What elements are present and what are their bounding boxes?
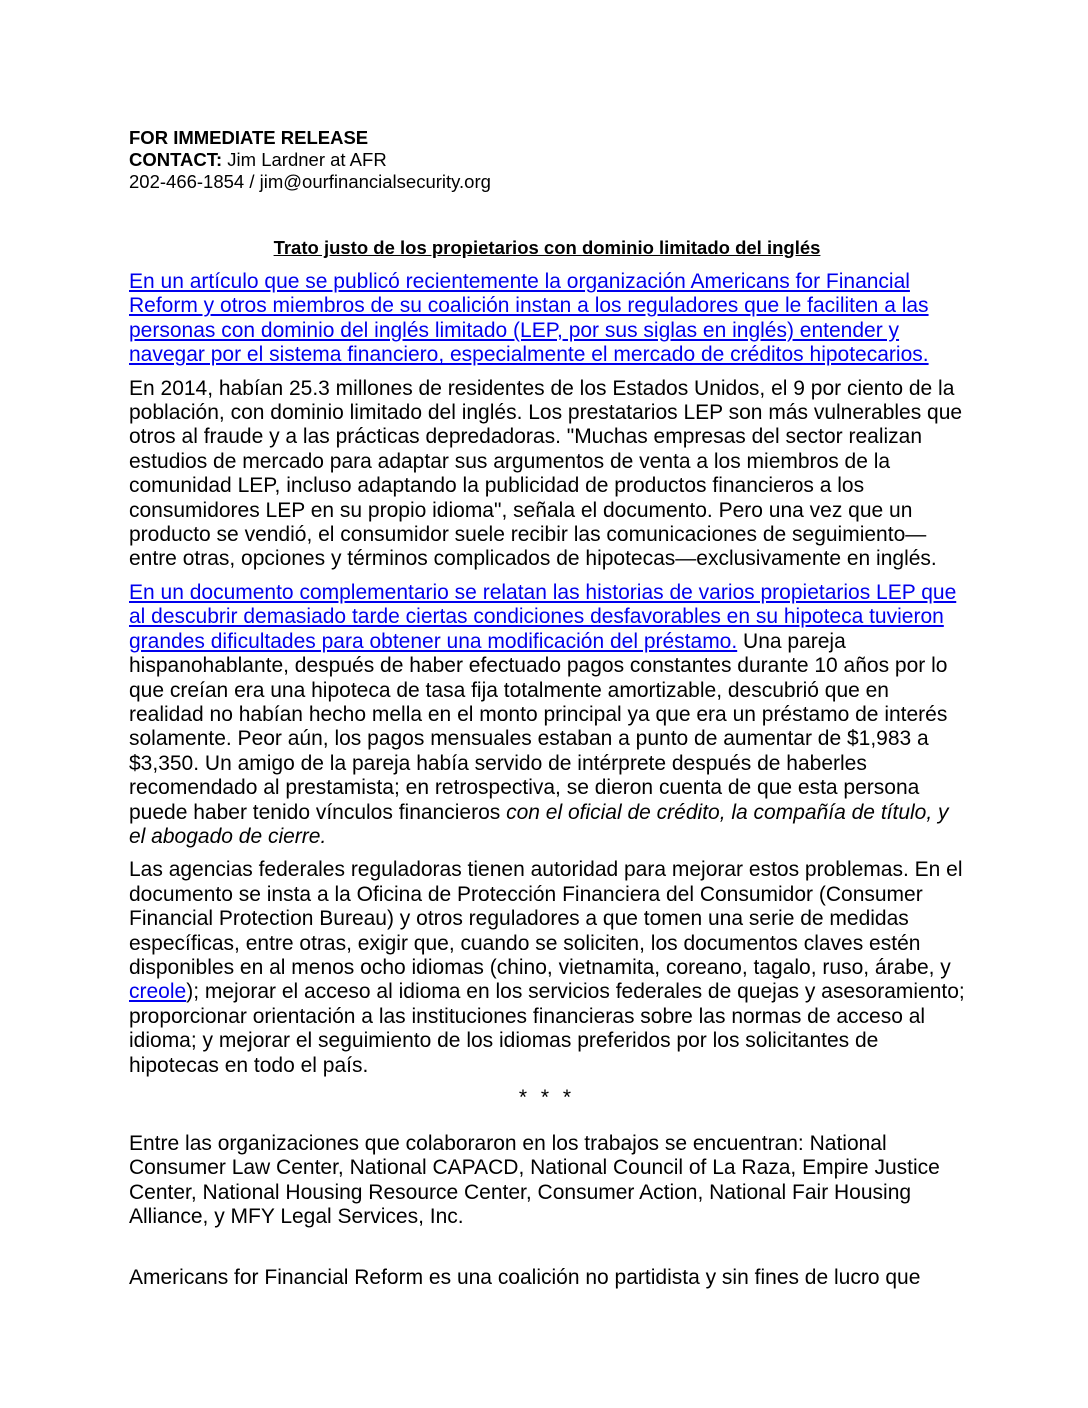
- paragraph-3-text: Una pareja hispanohablante, después de haber efectuado pagos constantes durante 10 años por lo que creían era una hipoteca de tasa fija totalmente amortizable, descubrió que en realidad no habían hecho mella en el monto principal ya que era un préstamo de interés solamente. Peor aún, los pagos mensuales estaban a punto de aumentar de $1,983 a $3,350. Un amigo de la pareja había servido de intérprete después de haberles recomendado al prestamista; en retrospectiva, se dieron cuenta de que esta persona puede haber tenido vínculos financieros: [129, 629, 948, 824]
- document-title: Trato justo de los propietarios con dominio limitado del inglés: [273, 237, 821, 258]
- creole-link[interactable]: creole: [129, 980, 187, 1004]
- paragraph-6: Americans for Financial Reform es una coalición no partidista y sin fines de lucro que: [129, 1265, 921, 1289]
- contact-name: Jim Lardner at AFR: [222, 149, 387, 170]
- document-page: [129, 127, 965, 1290]
- paragraph-4: [129, 858, 965, 1078]
- paragraph-4-text-before: Las agencias federales reguladoras tienen autoridad para mejorar estos problemas. En el documento se insta a la Oficina de Protección Financiera del Consumidor (Consumer Financial Protection Bureau) y otros reguladores a que tomen una serie de medidas específicas, entre otras, exigir que, cuando se soliciten, los documentos claves estén disponibles en al menos ocho idiomas (chino, vietnamita, coreano, tagalo, ruso, árabe, y: [129, 858, 963, 979]
- paragraph-1: [129, 270, 965, 368]
- section-separator: * * *: [518, 1086, 576, 1109]
- paragraph-3-italic: con el oficial de crédito, la compañía de título, y el abogado de cierre.: [129, 800, 949, 848]
- contact-details: 202-466-1854 / jim@ourfinancialsecurity.org: [129, 171, 491, 192]
- paragraph-3: [129, 581, 965, 849]
- companion-document-link[interactable]: En un documento complementario se relatan las historias de varios propietarios LEP que al descubrir demasiado tarde ciertas condiciones desfavorables en su hipoteca tuvieron grandes dificultades para obtener una modificación del préstamo.: [129, 580, 957, 653]
- paragraph-4-text-after: ); mejorar el acceso al idioma en los servicios federales de quejas y asesoramiento; proporcionar orientación a las instituciones financieras sobre las normas de acceso al idioma; y mejorar el seguimiento de los idiomas preferidos por los solicitantes de hipotecas en todo el país.: [129, 980, 965, 1077]
- contact-line: [129, 149, 965, 171]
- release-label: FOR IMMEDIATE RELEASE: [129, 127, 369, 148]
- contact-label: CONTACT:: [129, 149, 223, 170]
- paragraph-5: Entre las organizaciones que colaboraron en los trabajos se encuentran: National Consumer Law Center, National CAPACD, National Council of La Raza, Empire Justice Center, National Housing Resource Center, Consumer Action, National Fair Housing Alliance, y MFY Legal Services, Inc.: [129, 1132, 940, 1229]
- paragraph-2: En 2014, habían 25.3 millones de residentes de los Estados Unidos, el 9 por ciento de la población, con dominio limitado del inglés. Los prestatarios LEP son más vulnerables que otros al fraude y a las prácticas depredadoras. "Muchas empresas del sector realizan estudios de mercado para adaptar sus argumentos de venta a los miembros de la comunidad LEP, incluso adaptando la publicidad de productos financieros a los consumidores LEP en su propio idioma", señala el documento. Pero una vez que un producto se vendió, el consumidor suele recibir las comunicaciones de seguimiento—entre otras, opciones y términos complicados de hipotecas—exclusivamente en inglés.: [129, 376, 963, 571]
- article-link[interactable]: En un artículo que se publicó recientemente la organización Americans for Financial Reform y otros miembros de su coalición instan a los reguladores que le faciliten a las personas con dominio del inglés limitado (LEP, por sus siglas en inglés) entender y navegar por el sistema financiero, especialmente el mercado de créditos hipotecarios.: [129, 270, 929, 367]
